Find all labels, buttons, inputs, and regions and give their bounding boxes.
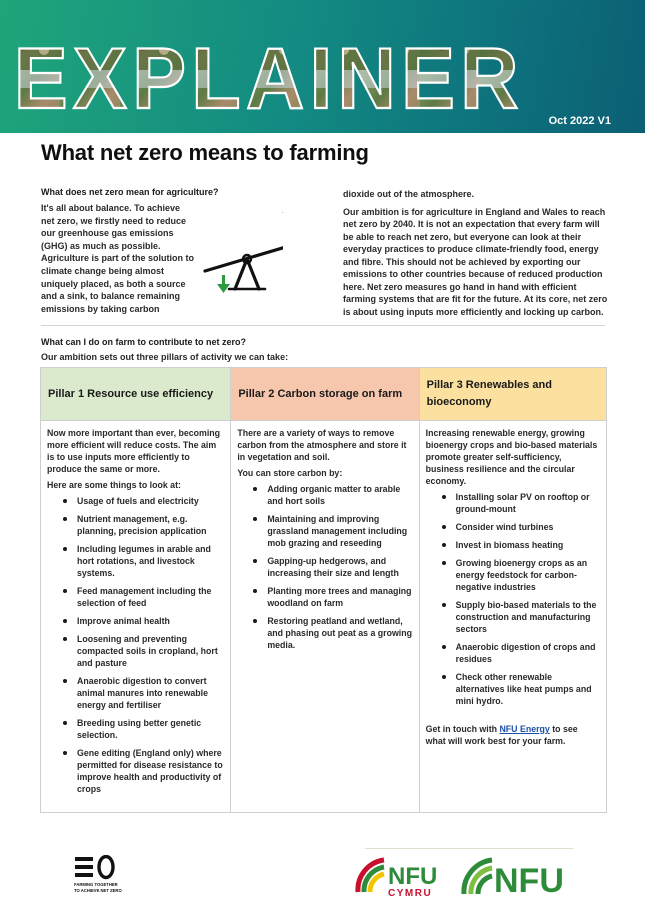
pillar-1-list [47, 495, 224, 795]
pillar-1-intro: Now more important than ever, becoming more efficient will reduce costs. The aim is to use inputs more efficiently to produce the same or more. [47, 428, 221, 474]
list-item: Breeding using better genetic selection. [47, 717, 224, 741]
list-item: Anaerobic digestion to convert animal manures into renewable energy and fertiliser [47, 675, 224, 711]
nfu-logo-text: NFU [494, 862, 564, 900]
pillar-2-list [237, 483, 412, 651]
pillar-3-contact [426, 723, 600, 747]
header-banner [0, 0, 645, 133]
pillar-3-title: Pillar 3 Renewables and bioeconomy [420, 368, 606, 421]
intro-left-text: It's all about balance. To achieve net zero, we firstly need to reduce our greenhouse gas emissions (GHG) as much as possible. Agriculture is part of the solution to climate change being almost uniquely placed, as both a source and a sink, to balance remaining emissions by taking carbon [41, 203, 194, 314]
campaign-logo-line1: FARMING TOGETHER [74, 882, 118, 887]
pillar-2-lead: You can store carbon by: [237, 468, 343, 478]
list-item: Invest in biomass heating [426, 539, 600, 551]
nfu-cymru-logo [352, 852, 452, 900]
list-item: Restoring peatland and wetland, and phasing out peat as a growing media. [237, 615, 412, 651]
section-divider [41, 325, 605, 326]
pillar-3-intro: Increasing renewable energy, growing bioenergy crops and bio-based materials promote greater self-sufficiency, business resilience and the circular economy. [425, 428, 598, 486]
list-item: Growing bioenergy crops as an energy feedstock for carbon-negative industries [426, 557, 600, 593]
page-title: What net zero means to farming [41, 140, 369, 165]
section-subheading: Our ambition sets out three pillars of activity we can take: [41, 352, 289, 362]
banner-word: EXPLAINER [14, 31, 524, 127]
list-item: Anaerobic digestion of crops and residues [426, 641, 600, 665]
pillar-1 [41, 368, 230, 812]
seesaw-balance-icon [203, 205, 283, 295]
cymru-logo-top: NFU [388, 863, 438, 890]
pillar-2 [230, 368, 418, 812]
intro-right-text [343, 188, 611, 323]
list-item: Maintaining and improving grassland management including mob grazing and reseeding [237, 513, 412, 549]
list-item: Feed management including the selection of feed [47, 585, 224, 609]
nfu-logo [458, 852, 578, 900]
pillar-2-intro: There are a variety of ways to remove carbon from the atmosphere and store it in vegetation and soil. [237, 428, 407, 462]
cymru-logo-bottom: CYMRU [388, 888, 433, 899]
contact-text-before: Get in touch with [425, 724, 500, 734]
pillar-3 [419, 368, 606, 812]
pillar-3-list [426, 491, 600, 707]
pillar-1-lead: Here are some things to look at: [47, 480, 181, 490]
pillar-2-body [231, 421, 418, 651]
farming-together-net-zero-logo [72, 855, 124, 899]
contact-text-after: to see what will work best for your farm. [425, 724, 578, 746]
pillar-2-title: Pillar 2 Carbon storage on farm [231, 368, 418, 421]
intro-right-paragraph: Our ambition is for agriculture in England and Wales to reach net zero by 2040. It is not an expectation that every farm will be able to reach net zero, but everyone can look at their everyday practices to produce climate-friendly food, energy and fibre. This should not be achieved by exporting our emissions to other countries because of reduced production here. Net zero measures go hand in hand with efficient farming systems that are fit for the future. At its core, net zero is about using inputs more efficiently and locking up carbon. [343, 206, 608, 317]
list-item: Planting more trees and managing woodland on farm [237, 585, 412, 609]
intro-heading: What does net zero mean for agriculture? [41, 187, 219, 197]
pillars-table [40, 367, 607, 813]
campaign-logo-line2: TO ACHIEVE NET ZERO [74, 888, 122, 893]
list-item: Consider wind turbines [426, 521, 600, 533]
pillar-1-title: Pillar 1 Resource use efficiency [41, 368, 230, 421]
footer-divider [365, 848, 573, 849]
section-heading: What can I do on farm to contribute to net zero? [41, 337, 246, 347]
list-item: Nutrient management, e.g. planning, precision application [47, 513, 224, 537]
pillar-3-body [420, 421, 606, 747]
list-item: Supply bio-based materials to the construction and manufacturing sectors [426, 599, 600, 635]
list-item: Gene editing (England only) where permitted for disease resistance to improve health and productivity of crops [47, 747, 224, 795]
list-item: Adding organic matter to arable and hort soils [237, 483, 412, 507]
list-item: Gapping-up hedgerows, and increasing their size and length [237, 555, 412, 579]
list-item: Usage of fuels and electricity [47, 495, 224, 507]
list-item: Loosening and preventing compacted soils in cropland, hort and pasture [47, 633, 224, 669]
list-item: Including legumes in arable and hort rotations, and livestock systems. [47, 543, 224, 579]
nfu-energy-link[interactable]: NFU Energy [499, 724, 550, 734]
list-item: Installing solar PV on rooftop or ground-mount [426, 491, 600, 515]
list-item: Improve animal health [47, 615, 224, 627]
pillar-1-body [41, 421, 230, 795]
list-item: Check other renewable alternatives like heat pumps and mini hydro. [426, 671, 600, 707]
edition-label: Oct 2022 V1 [548, 115, 611, 127]
intro-right-line: dioxide out of the atmosphere. [343, 189, 475, 199]
explainer-banner-art [0, 0, 645, 133]
